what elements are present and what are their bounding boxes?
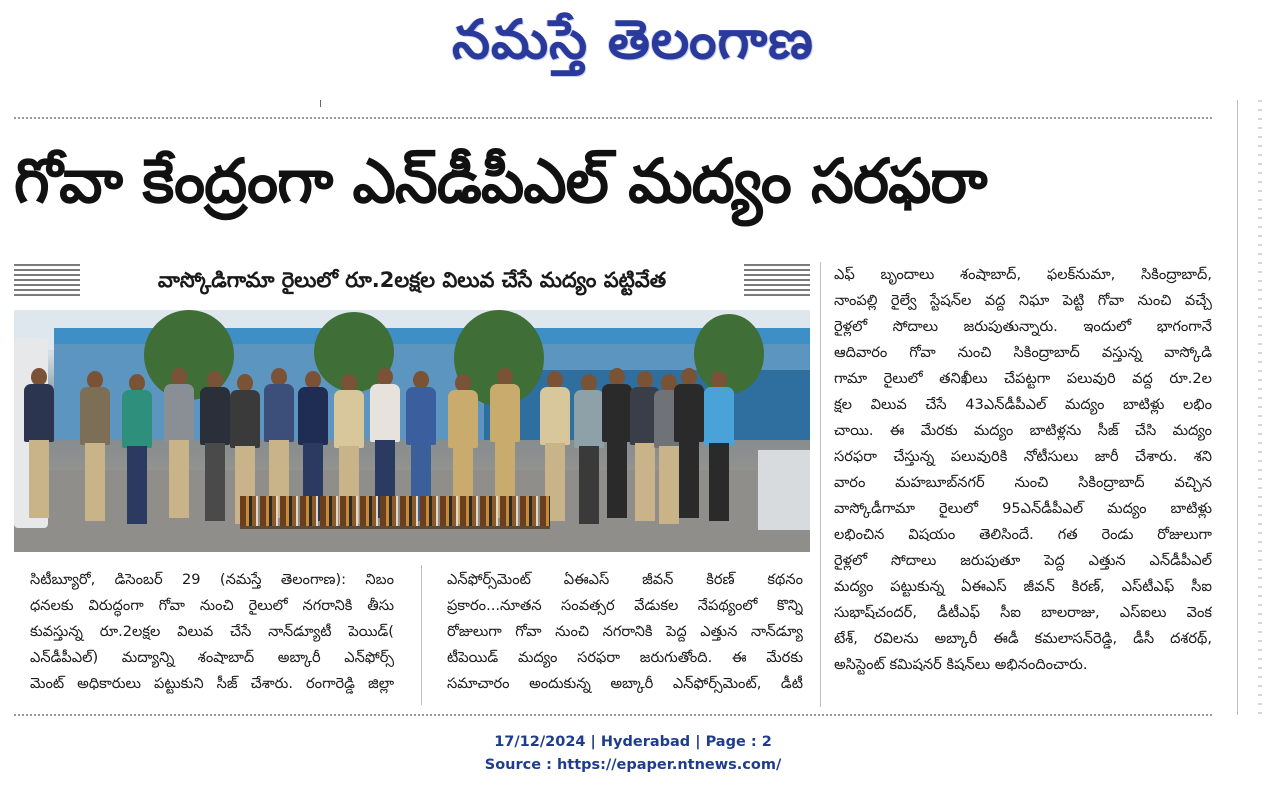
photo-person-legs [205, 443, 225, 521]
photo-person-torso [164, 384, 194, 442]
footer-source: Source : https://epaper.ntnews.com/ [484, 757, 782, 773]
article-line: ప్రకారం...నూతన సంవత్సర వేడుకల నేపథ్యంలో కొన్ని [447, 597, 803, 614]
top-divider [14, 117, 1212, 119]
article-line: గామా రైలులో తనిఖీలు చేపట్టగా పలువురి వద్ద రూ.2ల [834, 370, 1212, 387]
footer-dateline: 17/12/2024 | Hyderabad | Page : 2 [494, 734, 772, 750]
photo-person-torso [602, 384, 632, 442]
photo-person-torso [540, 387, 570, 445]
photo-person-legs [127, 446, 147, 524]
article-line: వారం మహబూబ్‌నగర్ నుంచి సికింద్రాబాద్ వచ్చిన [834, 474, 1212, 491]
photo-person-legs [679, 440, 699, 518]
subhead-row [14, 258, 810, 302]
article-line: మద్యం పట్టుకున్న ఏఈఎస్ జీవన్ కిరణ్, ఎస్‌టీఎఫ్ సీఐ [834, 578, 1212, 595]
article-line: క్షల విలువ చేసే 43ఎన్‌డీపీఎల్ మద్యం బాటిళ్లు లభిం [834, 396, 1212, 413]
column-marker [320, 100, 321, 107]
right-border [1237, 100, 1238, 715]
photo-person-legs [579, 446, 599, 524]
article-line: అసిస్టెంట్ కమిషనర్ కిషన్‌లు అభినందించారు. [834, 656, 1088, 673]
news-photo [14, 310, 810, 552]
article-line: ఎన్‌డీపీఎల్) మద్యాన్ని శంషాబాద్ అబ్కారీ ఎన్‌ఫోర్స్ [30, 649, 394, 666]
article-line: సుభాష్‌చందర్, డీటీఎఫ్ సీఐ బాలరాజు, ఎస్‌ఐలు వెంక [834, 604, 1212, 621]
photo-person-torso [200, 387, 230, 445]
article-line: వాస్కోడీగామా రైలులో 95ఎన్‌డీపీఎల్ మద్యం బాటిళ్లు [834, 500, 1212, 517]
photo-tree [694, 314, 764, 394]
article-line: ఎన్‌ఫోర్స్‌మెంట్ ఏఈఎస్ జీవన్ కిరణ్ కథనం [447, 571, 803, 588]
photo-car [758, 450, 810, 530]
masthead-logo: నమస్తే తెలంగాణ [452, 7, 814, 71]
article-line: లభించిన విషయం తెలిసిందే. గత రెండు రోజులుగా [834, 526, 1212, 543]
photo-seized-bottles [240, 496, 550, 529]
article-line: ఆదివారం గోవా నుంచి సికింద్రాబాద్ వస్తున్న వాస్కోడి [834, 344, 1212, 361]
article-line: సమాచారం అందుకున్న అబ్కారీ ఎన్‌ఫోర్స్‌మెంట్, డీటీ [447, 675, 803, 692]
photo-person-torso [406, 387, 436, 445]
photo-person-torso [490, 384, 520, 442]
photo-person-torso [24, 384, 54, 442]
photo-person-torso [574, 390, 604, 448]
photo-person-torso [230, 390, 260, 448]
article-line: టీపెయిడ్ మద్యం సరఫరా జరుగుతోంది. ఈ మేరకు [447, 649, 803, 666]
article-line: కువస్తున్న రూ.2లక్షల విలువ చేసే నాన్‌డ్యూటీ పెయిడ్( [30, 623, 394, 640]
photo-person-legs [709, 443, 729, 521]
photo-person-legs [635, 443, 655, 521]
article-column-2 [447, 567, 803, 697]
bottom-divider [14, 714, 1212, 716]
photo-person-legs [607, 440, 627, 518]
photo-person-legs [659, 446, 679, 524]
photo-person-torso [334, 390, 364, 448]
photo-person-torso [80, 387, 110, 445]
photo-person-torso [264, 384, 294, 442]
article-headline: గోవా కేంద్రంగా ఎన్‌డీపీఎల్ మద్యం సరఫరా [14, 146, 987, 217]
article-line: ధనలకు విరుద్ధంగా గోవా నుంచి రైలులో నగరానికి తీసు [30, 597, 394, 614]
photo-person-torso [370, 384, 400, 442]
photo-person-torso [298, 387, 328, 445]
article-line: ఎఫ్ బృందాలు శంషాబాద్, ఫలక్‌నుమా, సికింద్రాబాద్, [834, 266, 1212, 283]
article-line: చాయి. ఈ మేరకు మద్యం బాటిళ్లను సీజ్ చేసి మద్యం [834, 422, 1212, 439]
article-column-3 [834, 262, 1212, 678]
article-line: సిటీబ్యూరో, డిసెంబర్ 29 (నమస్తే తెలంగాణ): నిబం [30, 571, 394, 588]
article-line: నాంపల్లి రైల్వే స్టేషన్‌ల వద్ద నిఘా పెట్టి గోవా నుంచి వచ్చే [834, 292, 1212, 309]
photo-person-torso [122, 390, 152, 448]
photo-person-torso [448, 390, 478, 448]
article-column-1 [30, 567, 394, 697]
page-edge-dots [1258, 100, 1262, 720]
article-line: మెంట్ అధికారులు పట్టుకుని సీజ్ చేశారు. రంగారెడ్డి జిల్లా [30, 675, 394, 692]
article-line: సరఫరా చేస్తున్న పలువురికి నోటీసులు జారీ చేశారు. శని [834, 448, 1212, 465]
photo-person-torso [674, 384, 704, 442]
subhead-hatch-right [744, 264, 810, 296]
article-subhead: వాస్కోడిగామా రైలులో రూ.2లక్షల విలువ చేసే మద్యం పట్టివేత [157, 268, 667, 292]
article-line: రైళ్లలో సోదాలు జరుపుతున్నారు. ఇందులో భాగంగానే [834, 318, 1212, 335]
photo-person-legs [85, 443, 105, 521]
photo-person-legs [169, 440, 189, 518]
column-divider [820, 262, 821, 707]
article-line: రైళ్లలో సోదాలు జరుపుతూ పెద్ద ఎత్తున ఎన్‌డీపీఎల్ [834, 552, 1212, 569]
photo-person-legs [29, 440, 49, 518]
article-line: టేశ్, రవిలను అబ్కారీ ఈడీ కమలాసన్‌రెడ్డి, డీసీ దశరథ్, [834, 630, 1212, 647]
column-divider [421, 565, 422, 705]
article-line: రోజులుగా గోవా నుంచి నగరానికి పెద్ద ఎత్తున నాన్‌డ్యూ [447, 623, 803, 640]
photo-person-torso [704, 387, 734, 445]
subhead-hatch-left [14, 264, 80, 296]
masthead [0, 0, 1266, 80]
